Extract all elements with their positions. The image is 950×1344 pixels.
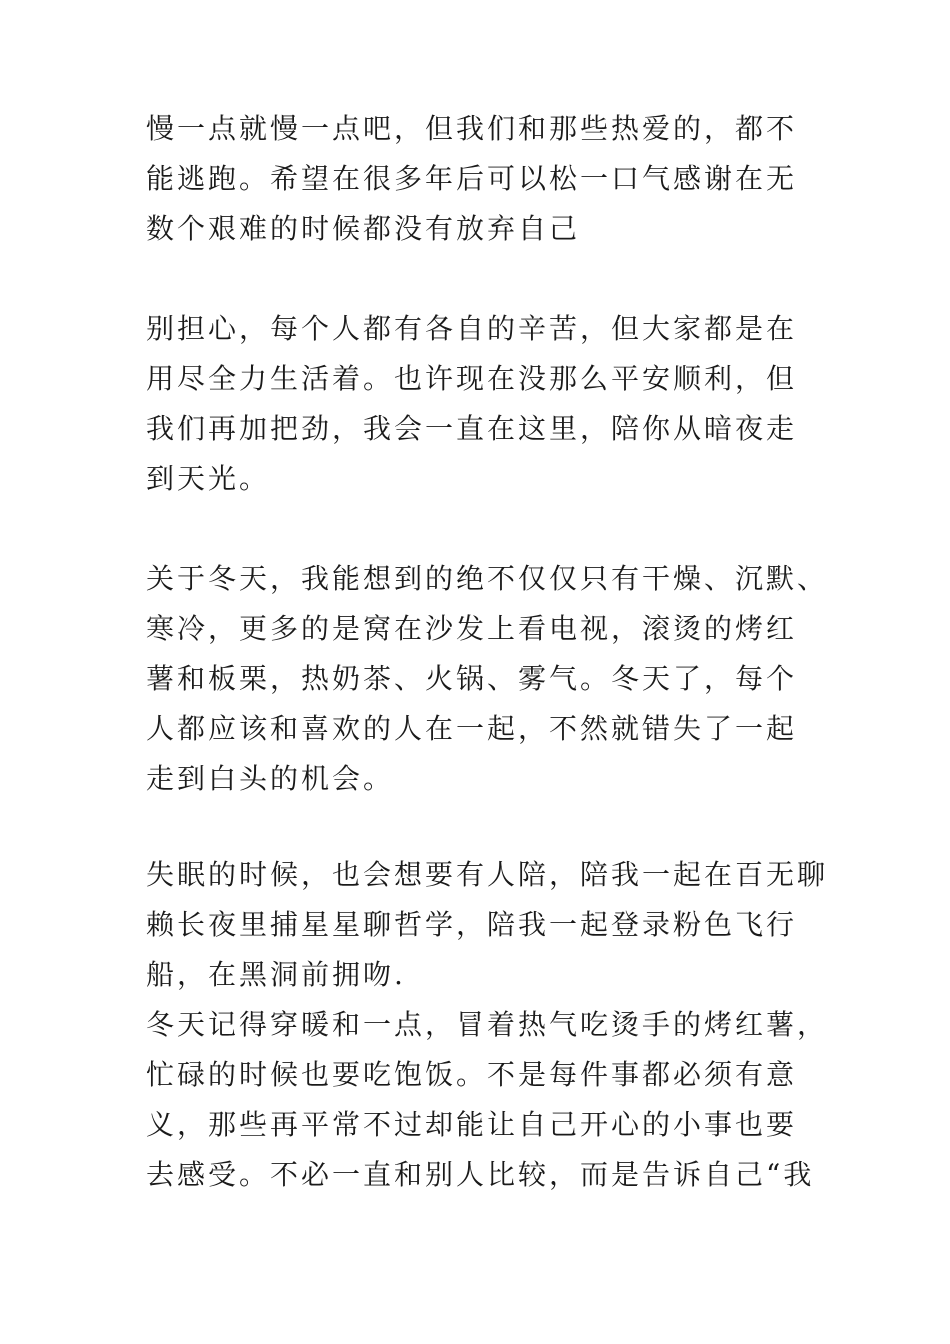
text-line: 慢一点就慢一点吧，但我们和那些热爱的，都不	[146, 112, 798, 145]
text-line: 到天光。	[146, 462, 271, 495]
text-line: 寒冷，更多的是窝在沙发上看电视，滚烫的烤红	[146, 612, 798, 645]
text-line: 关于冬天，我能想到的绝不仅仅只有干燥、沉默、	[146, 562, 829, 595]
text-line: 用尽全力生活着。也许现在没那么平安顺利，但	[146, 362, 798, 395]
text-line: 去感受。不必一直和别人比较，而是告诉自己“我	[146, 1158, 815, 1191]
text-line: 忙碌的时候也要吃饱饭。不是每件事都必须有意	[146, 1058, 798, 1091]
text-line: 能逃跑。希望在很多年后可以松一口气感谢在无	[146, 162, 798, 195]
paragraph-3	[146, 554, 829, 804]
text-line: 冬天记得穿暖和一点，冒着热气吃烫手的烤红薯，	[146, 1008, 829, 1041]
text-line: 义，那些再平常不过却能让自己开心的小事也要	[146, 1108, 798, 1141]
text-line: 数个艰难的时候都没有放弃自己	[146, 212, 581, 245]
paragraph-4	[146, 850, 829, 1200]
text-line: 船，在黑洞前拥吻.	[146, 958, 406, 991]
text-line: 失眠的时候，也会想要有人陪，陪我一起在百无聊	[146, 858, 829, 891]
text-line: 人都应该和喜欢的人在一起，不然就错失了一起	[146, 712, 798, 745]
text-line: 我们再加把劲，我会一直在这里，陪你从暗夜走	[146, 412, 798, 445]
paragraph-1	[146, 104, 826, 254]
text-line: 薯和板栗，热奶茶、火锅、雾气。冬天了，每个	[146, 662, 798, 695]
paragraph-2	[146, 304, 826, 504]
text-line: 别担心，每个人都有各自的辛苦，但大家都是在	[146, 312, 798, 345]
text-line: 走到白头的机会。	[146, 762, 395, 795]
text-line: 赖长夜里捕星星聊哲学，陪我一起登录粉色飞行	[146, 908, 798, 941]
